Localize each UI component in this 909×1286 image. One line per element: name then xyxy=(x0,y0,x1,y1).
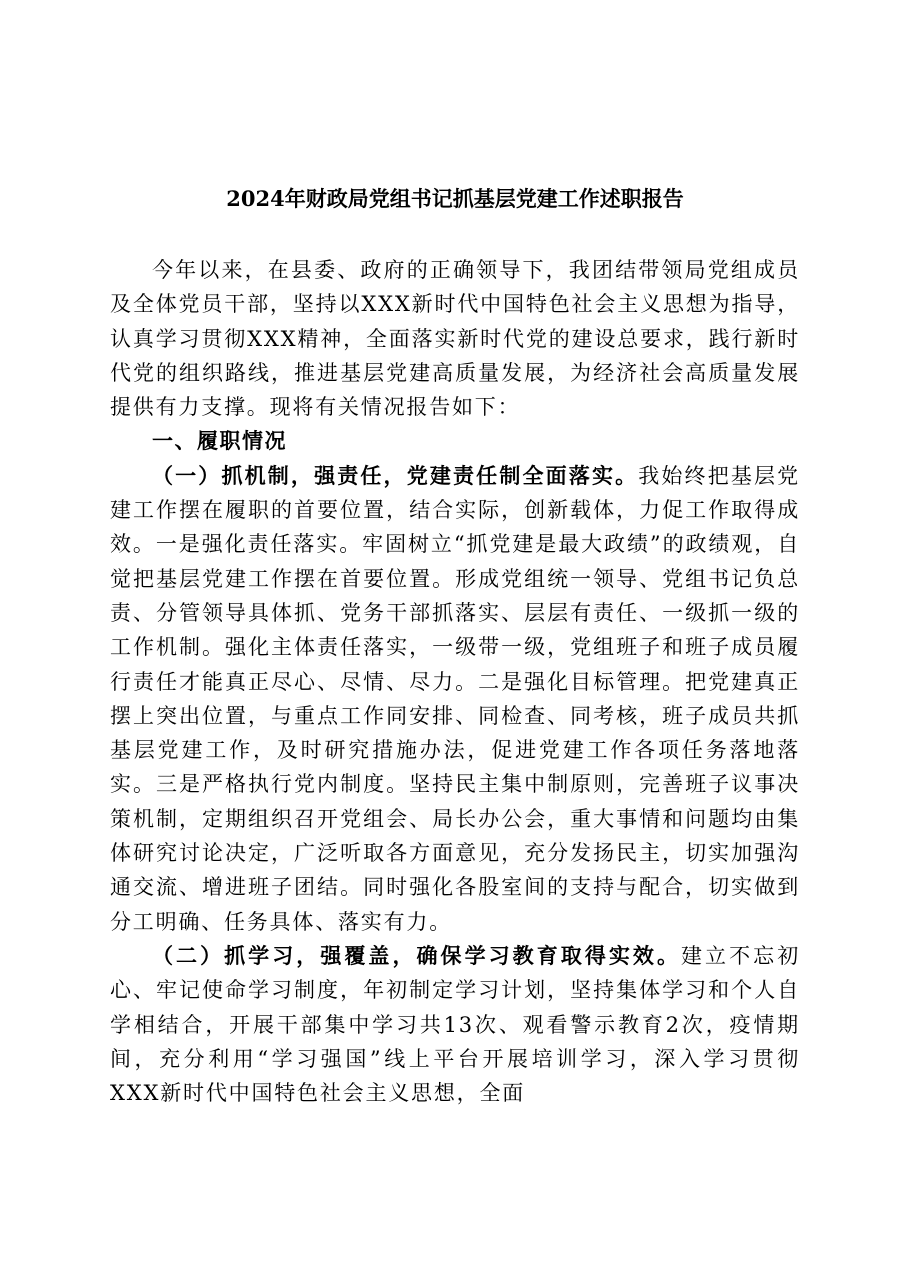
document-body xyxy=(110,253,800,1110)
item-one-heading: （一）抓机制，强责任，党建责任制全面落实。 xyxy=(152,463,639,488)
item-two-heading: （二）抓学习，强覆盖，确保学习教育取得实效。 xyxy=(152,943,682,968)
section-heading: 一、履职情况 xyxy=(152,429,287,454)
item-two-body: 建立不忘初心、牢记使命学习制度，年初制定学习计划，坚持集体学习和个人自学相结合，开展干部集中学习共13次、观看警示教育2次，疫情期间，充分利用“学习强国”线上平台开展培训学习，深入学习贯彻XXX新时代中国特色社会主义思想，全面 xyxy=(110,943,800,1106)
item-one-body: 我始终把基层党建工作摆在履职的首要位置，结合实际，创新载体，力促工作取得成效。一是强化责任落实。牢固树立“抓党建是最大政绩”的政绩观，自觉把基层党建工作摆在首要位置。形成党组统一领导、党组书记负总责、分管领导具体抓、党务干部抓落实、层层有责任、一级抓一级的工作机制。强化主体责任落实，一级带一级，党组班子和班子成员履行责任才能真正尽心、尽情、尽力。二是强化目标管理。把党建真正摆上突出位置，与重点工作同安排、同检查、同考核，班子成员共抓基层党建工作，及时研究措施办法，促进党建工作各项任务落地落实。三是严格执行党内制度。坚持民主集中制原则，完善班子议事决策机制，定期组织召开党组会、局长办公会，重大事情和问题均由集体研究讨论决定，广泛听取各方面意见，充分发扬民主，切实加强沟通交流、增进班子团结。同时强化各股室间的支持与配合，切实做到分工明确、任务具体、落实有力。 xyxy=(110,463,800,934)
intro-paragraph: 今年以来，在县委、政府的正确领导下，我团结带领局党组成员及全体党员干部，坚持以XXX新时代中国特色社会主义思想为指导，认真学习贯彻XXX精神，全面落实新时代党的建设总要求，践行新时代党的组织路线，推进基层党建高质量发展，为经济社会高质量发展提供有力支撑。现将有关情况报告如下： xyxy=(110,258,800,420)
item-two-paragraph xyxy=(110,939,800,1110)
item-one-paragraph xyxy=(110,459,800,939)
document-title: 2024年财政局党组书记抓基层党建工作述职报告 xyxy=(226,186,684,211)
